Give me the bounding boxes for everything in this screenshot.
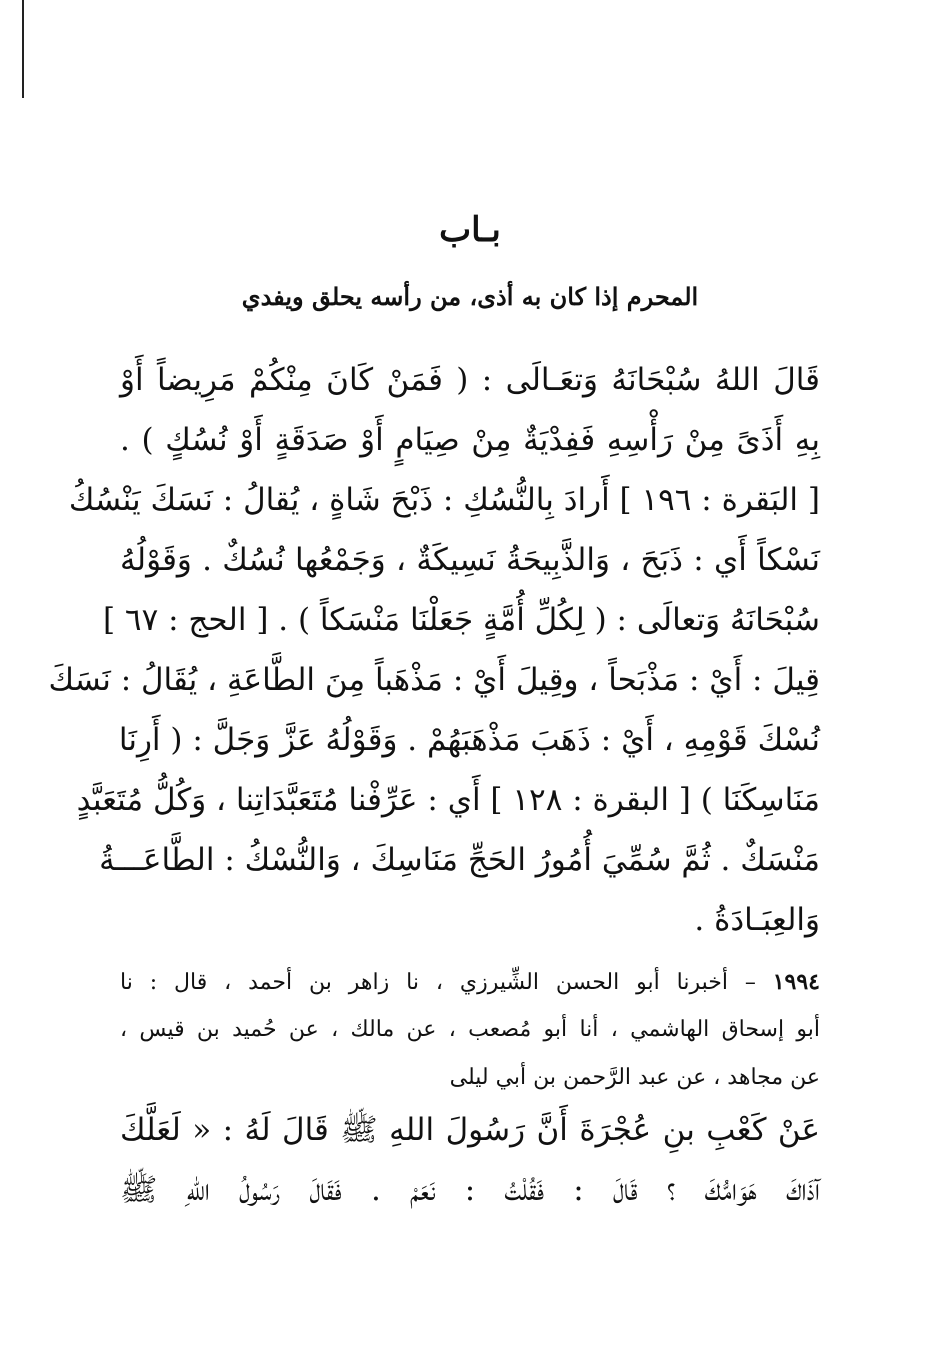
text-line: [ البَقرة : ١٩٦ ] أَرادَ بِالنُّسُكِ : ذَبْحَ شَاةٍ ، يُقالُ : نَسَكَ يَنْسُكُ — [68, 482, 820, 518]
text-line: نُسْكَ قَوْمِهِ ، أَيْ : ذَهَبَ مَذْهَبَهُمْ . وَقَوْلُهُ عَزَّ وَجَلَّ : ( أَرِنَا — [118, 722, 820, 758]
text-line: نَسْكاً أَي : ذَبَحَ ، وَالذَّبِيحَةُ نَسِيكَةٌ ، وَجَمْعُها نُسُكٌ . وَقَوْلُهُ — [120, 542, 820, 578]
text-line: مَنَاسِكَنَا ) [ البقرة : ١٢٨ ] أَي : عَرِّفْنا مُتَعَبَّدَاتِنا ، وَكُلُّ مُتَعَبَّدٍ — [76, 782, 820, 818]
isnad-line: عن مجاهد ، عن عبد الرَّحمن بن أبي ليلى — [449, 1065, 820, 1090]
isnad-text: – أخبرنا أبو الحسن الشِّيرزي ، نا زاهر بن أحمد ، قال : نا — [120, 970, 756, 995]
text-line: قَالَ اللهُ سُبْحَانَهُ وَتعَـالَى : ( فَمَنْ كَانَ مِنْكُمْ مَرِيضاً أَوْ — [120, 362, 820, 398]
main-text-block — [48, 350, 820, 950]
text-line: سُبْحَانَهُ وَتعالَى : ( لِكُلِّ أُمَّةٍ جَعَلْنَا مَنْسَكاً ) . [ الحج : ٦٧ ] — [102, 602, 820, 638]
hadith-isnad-block — [120, 958, 820, 1102]
isnad-line — [120, 958, 820, 1006]
binding-edge-line — [22, 0, 24, 98]
chapter-title: المحرم إذا كان به أذى، من رأسه يحلق ويفدي — [241, 282, 699, 311]
text-line: مَنْسَكٌ . ثُمَّ سُمِّيَ أُمُورُ الحَجِّ مَنَاسِكَ ، وَالنُّسْكُ : الطَّاعَـــةُ — [99, 842, 820, 878]
text-line: قِيلَ : أَيْ : مَذْبَحاً ، وقِيلَ أَيْ : مَذْهَباً مِنَ الطَّاعَةِ ، يُقَالُ : نَسَكَ — [48, 662, 820, 698]
matn-line: آذَاكَ هَوَامُّكَ ؟ قَالَ : فَقُلْتُ : نَعَمْ . فَقَالَ رَسُولُ اللهِ ﷺ — [120, 1172, 820, 1208]
hadith-number: ١٩٩٤ — [772, 969, 820, 995]
isnad-line: أبو إسحاق الهاشمي ، أنا أبو مُصعب ، عن مالك ، عن حُميد بن قيس ، — [120, 1017, 820, 1042]
chapter-label: بـاب — [439, 210, 501, 250]
text-line: وَالعِبَـادَةُ . — [694, 902, 820, 938]
hadith-matn-block — [120, 1100, 820, 1220]
matn-line: عَنْ كَعْبِ بنِ عُجْرَةَ أَنَّ رَسُولَ اللهِ ﷺ قَالَ لَهُ : « لَعَلَّكَ — [120, 1112, 820, 1148]
text-line: بِهِ أَذَىً مِنْ رَأْسِهِ فَفِدْيَةٌ مِنْ صِيَامٍ أَوْ صَدَقَةٍ أَوْ نُسُكٍ ) . — [120, 422, 820, 458]
